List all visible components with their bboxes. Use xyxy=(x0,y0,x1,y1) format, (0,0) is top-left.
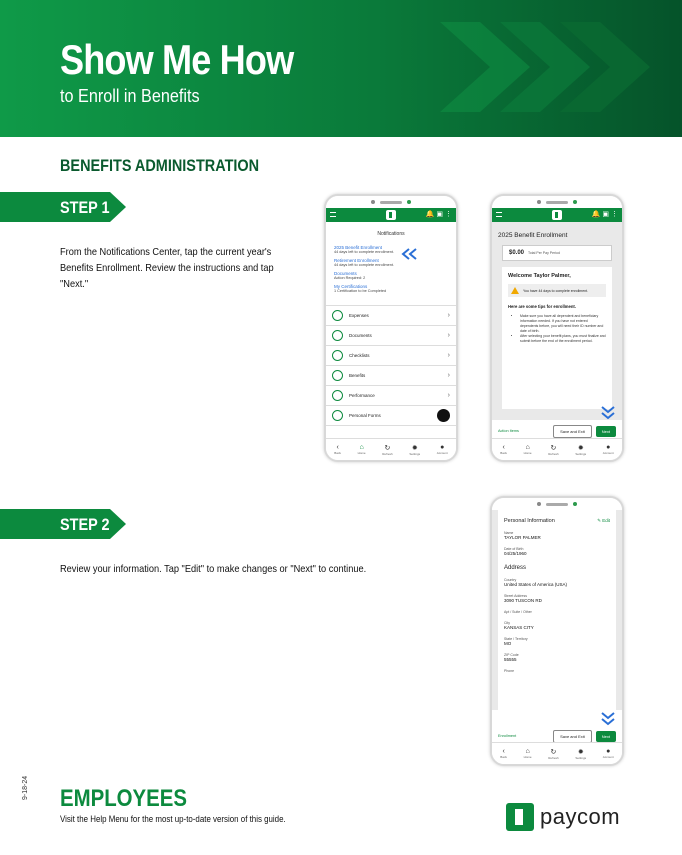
phone-enrollment xyxy=(490,194,624,462)
nav-account[interactable]: ● Account xyxy=(602,748,614,759)
notification-item[interactable]: My Certifications 1 Certification to be Completed xyxy=(334,284,387,293)
phone-personal-information xyxy=(490,496,624,766)
menu-item-expenses[interactable]: Expenses › xyxy=(326,306,456,326)
menu-icon[interactable] xyxy=(330,212,336,217)
nav-settings[interactable]: ✹ Settings xyxy=(409,444,421,456)
footer-title: EMPLOYEES xyxy=(60,785,187,812)
brand-name: paycom xyxy=(540,804,621,829)
field-apt: Apt / Suite / Other xyxy=(504,610,532,614)
nav-account[interactable]: ● Account xyxy=(436,444,448,455)
checklists-icon xyxy=(332,350,343,361)
phone-notch xyxy=(326,196,456,208)
phone-notch xyxy=(492,196,622,208)
chevron-right-icon: › xyxy=(447,392,450,399)
nav-refresh[interactable]: ↻ Refresh xyxy=(548,444,559,456)
next-button[interactable]: Next xyxy=(596,731,616,742)
step-1-text: From the Notifications Center, tap the current year's Benefits Enrollment. Review the instructions and tap "Next." xyxy=(60,246,274,290)
menu-item-checklists[interactable]: Checklists › xyxy=(326,346,456,366)
field-city: City KANSAS CITY xyxy=(504,621,534,630)
step-2-label: STEP 2 xyxy=(60,515,110,534)
header-banner xyxy=(0,0,682,137)
menu-item-benefits[interactable]: Benefits › xyxy=(326,366,456,386)
nav-home[interactable]: ⌂ Home xyxy=(357,444,366,455)
personal-info-card xyxy=(498,510,616,710)
tip-item: • After selecting your benefit plans, you must finalize and submit before the end of the enrollment period. xyxy=(520,334,606,344)
address-heading: Address xyxy=(504,565,527,571)
tip-item: • Make sure you have all dependent and beneficiary information needed. If you have not entered dependents before, you will need their ID number and date of birth. xyxy=(520,314,606,334)
enrollment-link[interactable]: Enrollment xyxy=(498,734,517,738)
personal-forms-icon xyxy=(332,410,343,421)
nav-back[interactable]: ‹ Back xyxy=(500,748,507,759)
menu-item-performance[interactable]: Performance › xyxy=(326,386,456,406)
app-topbar xyxy=(326,208,456,222)
paycom-logo-icon xyxy=(506,803,534,831)
field-dob: Date of Birth 04/25/1960 xyxy=(504,547,527,556)
menu-item-documents[interactable]: Documents › xyxy=(326,326,456,346)
chevron-decoration-icon xyxy=(560,22,650,112)
save-and-exit-button[interactable]: Save and Exit xyxy=(553,425,592,438)
benefits-icon xyxy=(332,370,343,381)
nav-settings[interactable]: ✹ Settings xyxy=(575,444,587,456)
expenses-icon xyxy=(332,310,343,321)
nav-back[interactable]: ‹ Back xyxy=(334,444,341,455)
personal-info-heading: Personal Information xyxy=(504,518,555,524)
bottom-nav xyxy=(326,438,456,460)
paycom-logo-icon xyxy=(552,210,562,220)
notification-item[interactable]: 2025 Benefit Enrollment 44 days left to complete enrollment. xyxy=(334,245,394,254)
field-state: State / Territory MO xyxy=(504,637,528,646)
bell-icon[interactable]: 🔔 ▣ ⋮ xyxy=(591,211,618,218)
chevron-right-icon: › xyxy=(447,372,450,379)
footer-text: Visit the Help Menu for the most up-to-date version of this guide. xyxy=(60,814,286,824)
welcome-card: Welcome Taylor Palmer, You have 44 days to complete enrollment. Here are some tips for enrollment. • Make sure you have all dependent and beneficiary information needed. If you have not entered dependents before, you will need their ID number and date of birth. • After selecting your benefit plans, you must finalize and submit before the end of the enrollment period. xyxy=(502,267,612,409)
step-2-text: Review your information. Tap "Edit" to make changes or "Next" to continue. xyxy=(60,563,367,575)
nav-home[interactable]: ⌂ Home xyxy=(523,444,532,455)
nav-home[interactable]: ⌂ Home xyxy=(523,748,532,759)
nav-settings[interactable]: ✹ Settings xyxy=(575,748,587,760)
bottom-nav xyxy=(492,742,622,764)
bottom-nav xyxy=(492,438,622,460)
nav-refresh[interactable]: ↻ Refresh xyxy=(382,444,393,456)
menu-icon[interactable] xyxy=(496,212,502,217)
enrollment-heading: 2025 Benefit Enrollment xyxy=(498,232,568,239)
chevron-right-icon: › xyxy=(447,332,450,339)
pointer-arrow-icon xyxy=(400,247,418,265)
step-1-label: STEP 1 xyxy=(60,198,110,217)
warning-icon xyxy=(511,287,519,294)
nav-account[interactable]: ● Account xyxy=(602,444,614,455)
page-title: Show Me How xyxy=(60,36,294,83)
bell-icon[interactable]: 🔔 ▣ ⋮ xyxy=(425,211,452,218)
field-country: Country United States of America (USA) xyxy=(504,578,568,587)
menu-item-personal-forms[interactable]: Personal Forms xyxy=(326,406,456,426)
paycom-logo-icon xyxy=(386,210,396,220)
save-and-exit-button[interactable]: Save and Exit xyxy=(553,730,592,743)
phone-notch xyxy=(492,498,622,510)
field-phone: Phone xyxy=(504,669,515,673)
clock-fab-icon[interactable] xyxy=(437,409,450,422)
page-subtitle: to Enroll in Benefits xyxy=(60,86,200,106)
nav-refresh[interactable]: ↻ Refresh xyxy=(548,748,559,760)
edit-button[interactable]: ✎ Edit xyxy=(597,518,610,523)
section-title: BENEFITS ADMINISTRATION xyxy=(60,156,260,175)
chevron-right-icon: › xyxy=(447,352,450,359)
field-zip: ZIP Code 55555 xyxy=(504,653,519,662)
chevron-right-icon: › xyxy=(447,312,450,319)
paycom-brand xyxy=(506,803,620,831)
next-button[interactable]: Next xyxy=(596,426,616,437)
revision-date: 9-18-24 xyxy=(22,775,29,800)
notification-item[interactable]: Documents Action Required: 2 xyxy=(334,271,366,280)
step-1-tab xyxy=(0,192,126,222)
notification-item[interactable]: Retirement Enrollment 44 days left to complete enrollment. xyxy=(334,258,394,267)
field-name: Name TAYLOR PALMER xyxy=(504,531,541,540)
documents-icon xyxy=(332,330,343,341)
total-card: $0.00 Total Per Pay Period xyxy=(502,245,612,261)
performance-icon xyxy=(332,390,343,401)
phone-notifications xyxy=(324,194,458,462)
nav-back[interactable]: ‹ Back xyxy=(500,444,507,455)
step-2-tab xyxy=(0,509,126,539)
app-topbar xyxy=(492,208,622,222)
notifications-heading: Notifications xyxy=(377,231,405,237)
action-items-link[interactable]: Action Items xyxy=(498,429,519,433)
field-street: Street Address 3090 TUSCON RD xyxy=(504,594,542,603)
